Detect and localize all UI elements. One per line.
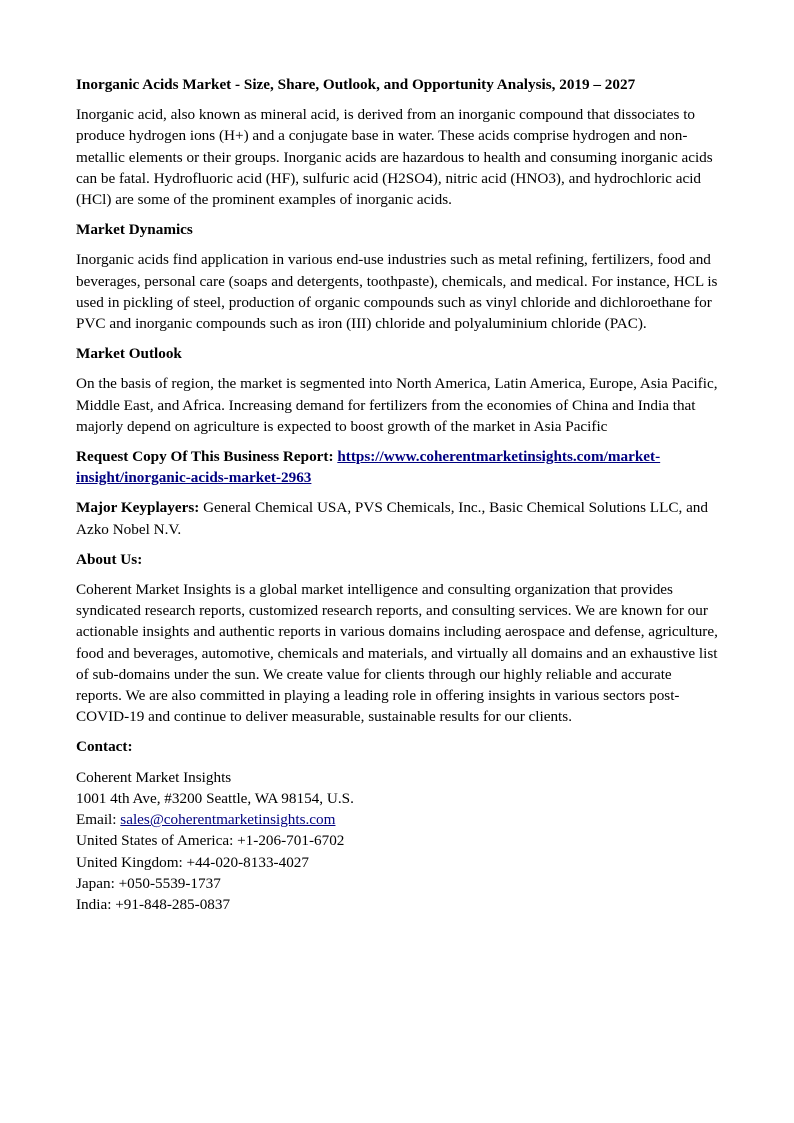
about-us-paragraph: Coherent Market Insights is a global market intelligence and consulting organization that provides syndicated research reports, customized research reports, and consulting services. We are known for our actionable insights and authentic reports in various domains including aerospace and defense, agriculture, food and beverages, automotive, chemicals and materials, and virtually all domains and an exhaustive list of sub-domains under the sun. We create value for clients through our highly reliable and accurate reports. We are also committed in playing a leading role in offering insights in various sectors post-COVID-19 and continue to deliver measurable, sustainable results for our clients. [76, 581, 718, 726]
intro-paragraph: Inorganic acid, also known as mineral acid, is derived from an inorganic compound that dissociates to produce hydrogen ions (H+) and a conjugate base in water. These acids comprise hydrogen and non-metallic elements or their groups. Inorganic acids are hazardous to health and consuming inorganic acids can be fatal. Hydrofluoric acid (HF), sulfuric acid (H2SO4), nitric acid (HNO3), and hydrochloric acid (HCl) are some of the prominent examples of inorganic acids. [76, 106, 713, 209]
contact-block [76, 767, 721, 915]
document-title: Inorganic Acids Market - Size, Share, Outlook, and Opportunity Analysis, 2019 – 2027 [76, 76, 636, 93]
contact-phone-india: India: +91-848-285-0837 [76, 895, 231, 913]
market-outlook-paragraph: On the basis of region, the market is segmented into North America, Latin America, Europe, Asia Pacific, Middle East, and Africa. Increasing demand for fertilizers from the economies of China and India that majorly depend on agriculture is expected to boost growth of the market in Asia Pacific [76, 375, 718, 435]
contact-heading: Contact: [76, 738, 133, 756]
market-dynamics-heading: Market Dynamics [76, 221, 193, 239]
about-us-heading: About Us: [76, 550, 143, 568]
market-dynamics-paragraph: Inorganic acids find application in various end-use industries such as metal refining, fertilizers, food and beverages, personal care (soaps and detergents, toothpaste), chemicals, and medical. For instance, HCL is used in pickling of steel, production of organic compounds such as vinyl chloride and dichloroethane for PVC and inorganic compounds such as iron (III) chloride and polyaluminium chloride (PAC). [76, 251, 718, 333]
contact-address: 1001 4th Ave, #3200 Seattle, WA 98154, U.S. [76, 789, 354, 807]
contact-phone-japan: Japan: +050-5539-1737 [76, 874, 221, 892]
email-link[interactable]: sales@coherentmarketinsights.com [120, 811, 336, 829]
document-page [76, 74, 721, 915]
request-copy-paragraph [76, 446, 721, 488]
contact-email-line [76, 809, 721, 830]
request-copy-label: Request Copy Of This Business Report: [76, 448, 338, 466]
keyplayers-label: Major Keyplayers: [76, 499, 200, 517]
contact-phone-usa: United States of America: +1-206-701-6702 [76, 832, 345, 850]
contact-company: Coherent Market Insights [76, 768, 232, 786]
keyplayers-text: General Chemical USA, PVS Chemicals, Inc., Basic Chemical Solutions LLC, and Azko Nobel N.V. [76, 499, 708, 538]
report-link[interactable]: https://www.coherentmarketinsights.com/market-insight/inorganic-acids-market-2963 [76, 448, 661, 487]
contact-email-label: Email: [76, 811, 121, 829]
keyplayers-paragraph [76, 497, 721, 539]
market-outlook-heading: Market Outlook [76, 345, 182, 363]
contact-phone-uk: United Kingdom: +44-020-8133-4027 [76, 853, 309, 871]
